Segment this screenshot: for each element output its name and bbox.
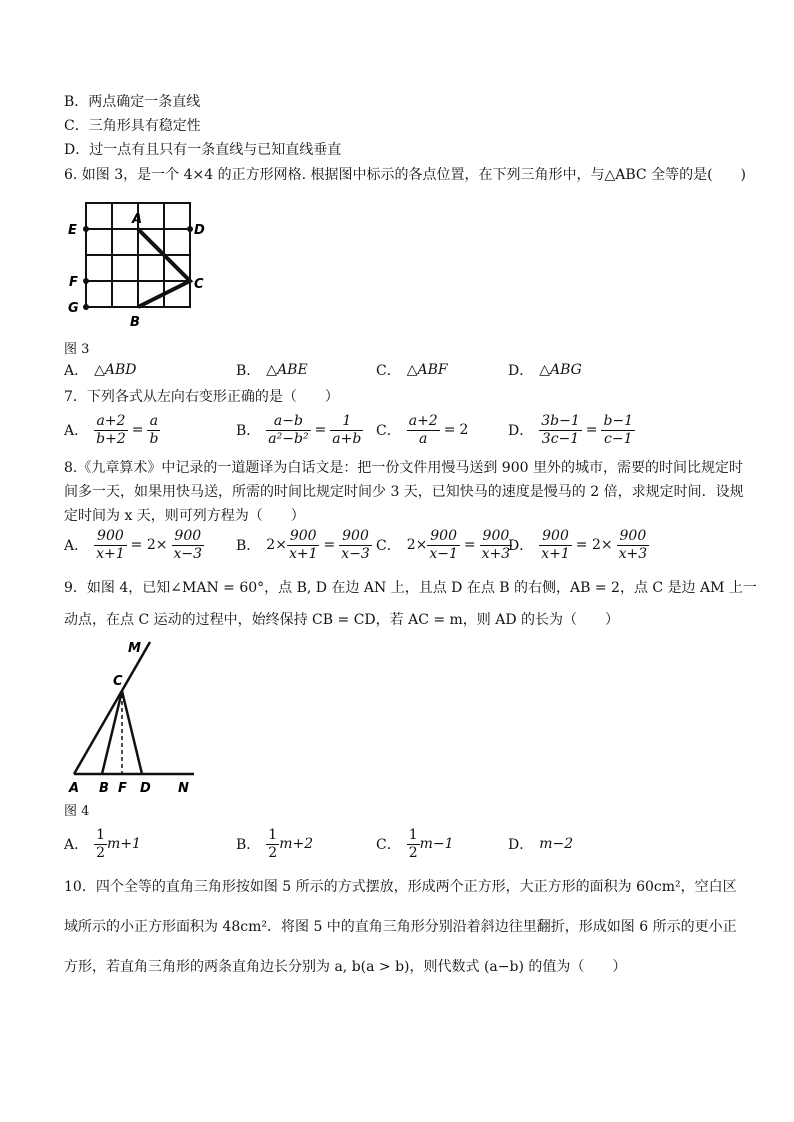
point-m-label: M bbox=[128, 641, 141, 656]
q8-option-a: A． $\frac{900}{x+1}$ = 2× $\frac{900}{x-3}$ bbox=[64, 527, 203, 562]
fraction: $\frac{900}{x+1}$ bbox=[96, 527, 125, 562]
q7-stem: 7．下列各式从左向右变形正确的是（ ） bbox=[64, 389, 339, 405]
q8-line-3: 定时间为 x 天，则可列方程为（ ） bbox=[64, 508, 305, 524]
q5-option-d: D．过一点有且只有一条直线与已知直线垂直 bbox=[64, 142, 342, 158]
q5-option-b: B．两点确定一条直线 bbox=[64, 94, 201, 110]
q8-option-c: C． 2× $\frac{900}{x-1}$ = $\frac{900}{x+3}$ bbox=[376, 527, 511, 562]
fraction: $\frac{1}{a+b}$ bbox=[332, 412, 362, 447]
q9-line-1: 9．如图 4，已知∠MAN = 60°，点 B, D 在边 AN 上，且点 D 在点 B 的右侧，AB = 2，点 C 是边 AM 上一 bbox=[64, 580, 757, 596]
point-d-label: D bbox=[140, 781, 151, 796]
fraction: $\frac{a+2}{a}$ bbox=[408, 412, 438, 447]
q8-line-1: 8.《九章算术》中记录的一道题译为白话文是：把一份文件用慢马送到 900 里外的城市，需要的时间比规定时 bbox=[64, 460, 743, 476]
fraction: $\frac{900}{x+1}$ bbox=[288, 527, 318, 562]
fraction: $\frac{1}{2}$ bbox=[268, 826, 278, 861]
point-e-label: E bbox=[68, 223, 77, 238]
figure-4-angle bbox=[64, 636, 204, 796]
q6-option-d: D． △ABG bbox=[508, 362, 582, 379]
q6-stem: 6. 如图 3，是一个 4×4 的正方形网格. 根据图中标示的各点位置，在下列三角形中，与△ABC 全等的是( ) bbox=[64, 167, 747, 183]
fraction: $\frac{3b-1}{3c-1}$ bbox=[541, 412, 580, 447]
q9-options bbox=[64, 824, 754, 864]
fraction: $\frac{a-b}{\text{a²−b²}}$ bbox=[268, 412, 309, 447]
q9-option-d: D． m−2 bbox=[508, 836, 574, 853]
fraction: $\frac{900}{x-1}$ bbox=[429, 527, 458, 562]
q9-option-a: A． $\frac{1}{2}$ m+1 bbox=[64, 826, 141, 861]
point-f-label: F bbox=[118, 781, 127, 796]
point-c-label: C bbox=[194, 277, 204, 292]
fraction: $\frac{900}{x+3}$ bbox=[618, 527, 648, 562]
fraction: $\frac{a}{b}$ bbox=[149, 412, 159, 447]
point-b-label: B bbox=[130, 315, 140, 330]
q6-option-c: C． △ABF bbox=[376, 362, 448, 379]
point-n-label: N bbox=[178, 781, 189, 796]
q8-line-2: 间多一天，如果用快马送，所需的时间比规定时间少 3 天，已知快马的速度是慢马的 2 倍，求规定时间．设规 bbox=[64, 484, 744, 500]
q6-option-b: B． △ABE bbox=[236, 362, 308, 379]
point-a-label: A bbox=[69, 781, 80, 796]
q5-option-c: C．三角形具有稳定性 bbox=[64, 118, 201, 134]
fraction: $\frac{1}{2}$ bbox=[96, 826, 106, 861]
q8-option-d: D． $\frac{900}{x+1}$ = 2× $\frac{900}{x+3}$ bbox=[508, 527, 648, 562]
q9-option-b: B． $\frac{1}{2}$ m+2 bbox=[236, 826, 314, 861]
fraction: $\frac{b-1}{c-1}$ bbox=[603, 412, 634, 447]
q7-option-c: C． $\frac{a+2}{a}$ = 2 bbox=[376, 412, 469, 447]
point-d-label: D bbox=[194, 223, 205, 238]
fraction: $\frac{a+2}{b+2}$ bbox=[96, 412, 126, 447]
fraction: $\frac{900}{x-3}$ bbox=[341, 527, 370, 562]
q10-line-3: 方形，若直角三角形的两条直角边长分别为 a, b(a > b)，则代数式 (a−b) 的值为（ ） bbox=[64, 959, 627, 975]
point-a-label: A bbox=[132, 212, 143, 227]
q8-options bbox=[64, 525, 754, 565]
fraction: $\frac{900}{x+1}$ bbox=[541, 527, 570, 562]
q8-option-b: B． 2× $\frac{900}{x+1}$ = $\frac{900}{x-3}$ bbox=[236, 527, 370, 562]
q10-line-2: 域所示的小正方形面积为 48cm²．将图 5 中的直角三角形分别沿着斜边往里翻折，形成如图 6 所示的更小正 bbox=[64, 919, 737, 935]
q10-line-1: 10．四个全等的直角三角形按如图 5 所示的方式摆放，形成两个正方形，大正方形的面积为 60cm²，空白区 bbox=[64, 879, 737, 895]
fraction: $\frac{900}{x-3}$ bbox=[173, 527, 203, 562]
point-b-label: B bbox=[99, 781, 109, 796]
q6-options bbox=[64, 350, 754, 390]
figure-3-grid bbox=[64, 196, 224, 331]
figure-4-caption: 图 4 bbox=[64, 804, 90, 819]
point-c-label: C bbox=[113, 674, 123, 689]
figure-3-caption: 图 3 bbox=[64, 342, 90, 357]
point-f-label: F bbox=[69, 275, 78, 290]
point-g-label: G bbox=[68, 301, 79, 316]
q9-option-c: C． $\frac{1}{2}$ m−1 bbox=[376, 826, 454, 861]
q7-options bbox=[64, 410, 754, 450]
q9-line-2: 动点，在点 C 运动的过程中，始终保持 CB = CD，若 AC = m，则 AD 的长为（ ） bbox=[64, 612, 620, 628]
q7-option-b: B． $\frac{a-b}{\text{a²−b²}}$ = $\frac{1}{a+b}$ bbox=[236, 412, 362, 447]
fraction: $\frac{1}{2}$ bbox=[408, 826, 418, 861]
q7-option-d: D． $\frac{3b-1}{3c-1}$ = $\frac{b-1}{c-1}$ bbox=[508, 412, 634, 447]
fraction: $\frac{900}{x+3}$ bbox=[481, 527, 511, 562]
q6-option-a: A． △ABD bbox=[64, 362, 137, 379]
q7-option-a: A． $\frac{a+2}{b+2}$ = $\frac{a}{b}$ bbox=[64, 412, 159, 447]
